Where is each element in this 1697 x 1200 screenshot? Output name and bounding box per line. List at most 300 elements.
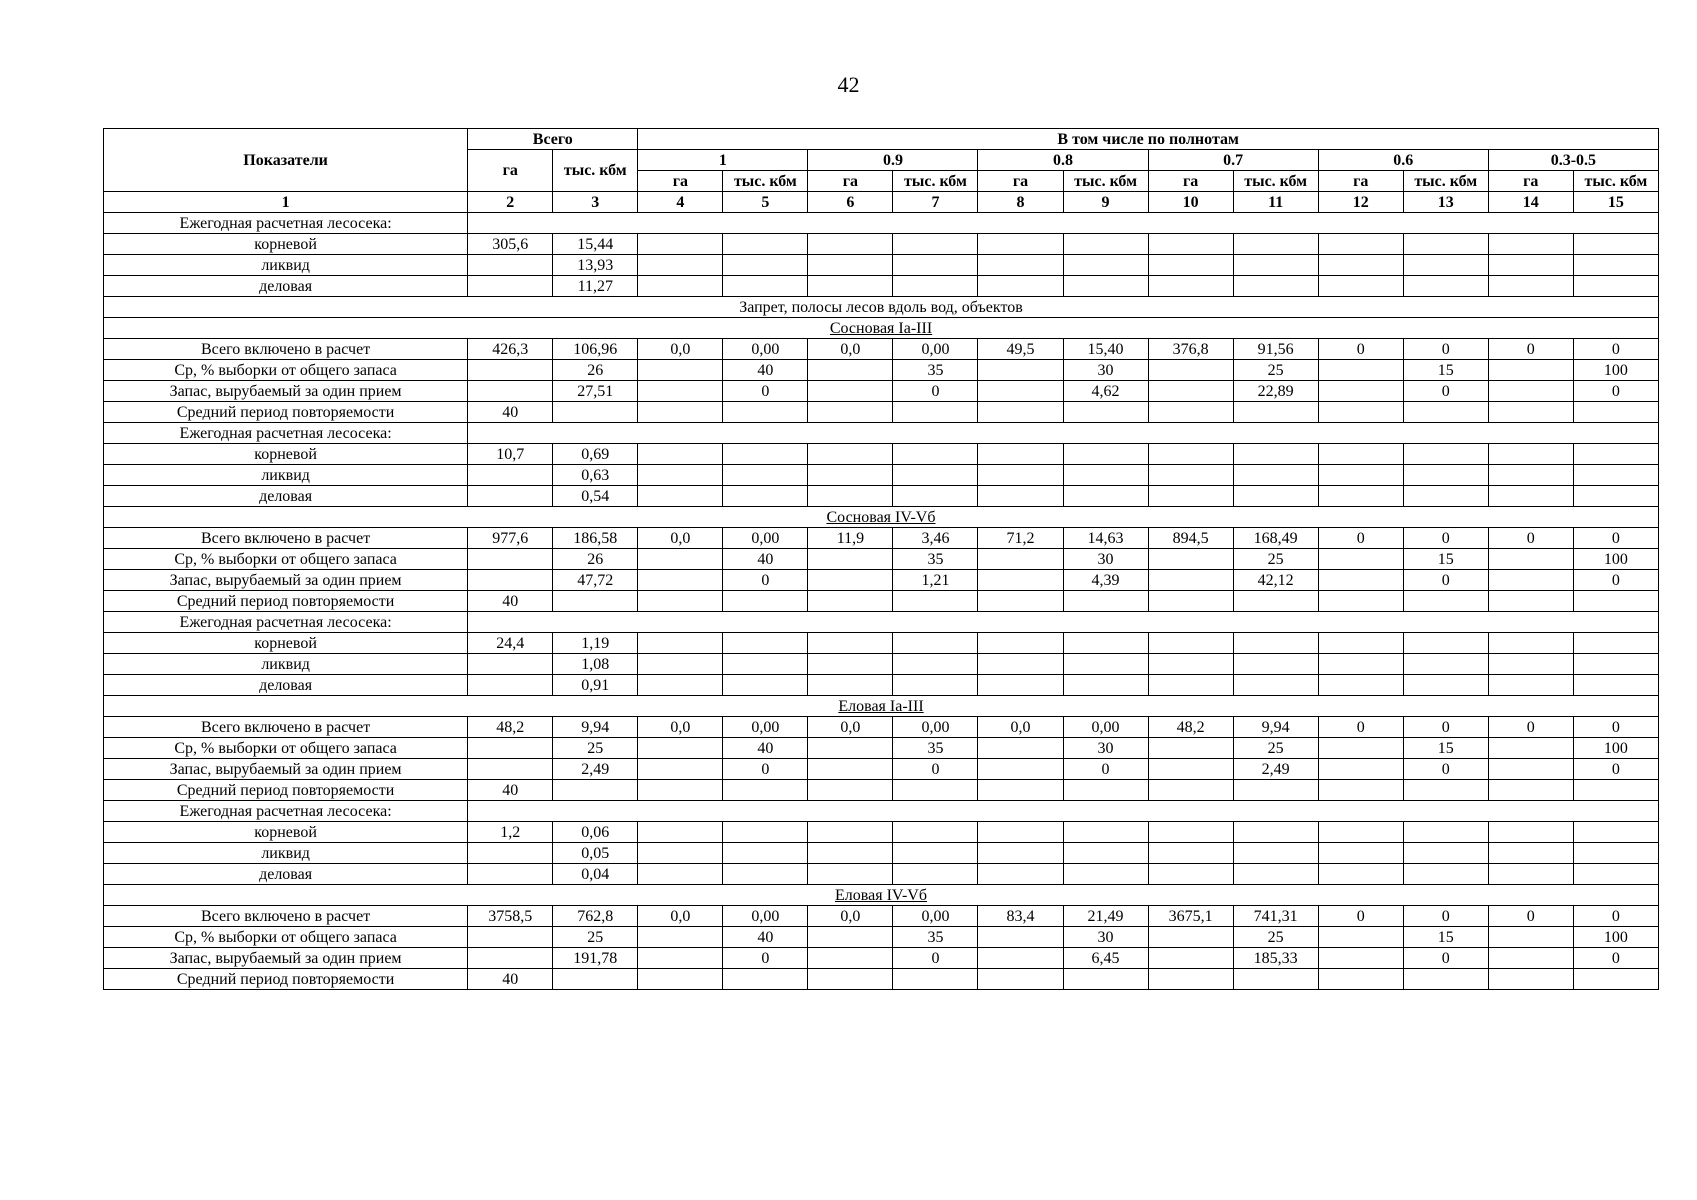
- header-unit-cell: тыс. кбм: [1403, 171, 1488, 192]
- table-cell: 10,7: [468, 444, 553, 465]
- header-density-0-7: 0.7: [1148, 150, 1318, 171]
- table-cell: [468, 255, 553, 276]
- table-cell: 0,63: [553, 465, 638, 486]
- table-cell: 40: [468, 780, 553, 801]
- section-title: Еловая Iа-III: [104, 696, 1659, 717]
- table-cell: [808, 276, 893, 297]
- table-cell: [1488, 465, 1573, 486]
- table-cell: 25: [1233, 738, 1318, 759]
- table-cell: 14,63: [1063, 528, 1148, 549]
- table-row: [104, 444, 1659, 465]
- table-cell: 91,56: [1233, 339, 1318, 360]
- table-cell: [1233, 969, 1318, 990]
- table-cell: [468, 927, 553, 948]
- table-cell: [1318, 402, 1403, 423]
- table-cell: [1318, 822, 1403, 843]
- table-cell: 0: [1403, 759, 1488, 780]
- table-cell: 24,4: [468, 633, 553, 654]
- table-cell: 15: [1403, 738, 1488, 759]
- table-cell: [638, 633, 723, 654]
- row-label: Ср, % выборки от общего запаса: [104, 549, 468, 570]
- table-row: [104, 234, 1659, 255]
- header-unit-cell: га: [978, 171, 1063, 192]
- table-cell: [1573, 654, 1658, 675]
- table-cell: [1573, 675, 1658, 696]
- table-cell: 3758,5: [468, 906, 553, 927]
- table-cell: 0: [1403, 528, 1488, 549]
- table-cell: [978, 486, 1063, 507]
- table-cell: [1488, 591, 1573, 612]
- table-cell: [723, 486, 808, 507]
- table-cell: [893, 654, 978, 675]
- table-cell: 0,00: [723, 906, 808, 927]
- table-cell: 0: [1573, 570, 1658, 591]
- table-cell: 305,6: [468, 234, 553, 255]
- table-cell: [468, 570, 553, 591]
- table-cell: [1318, 486, 1403, 507]
- table-cell: 0,00: [723, 717, 808, 738]
- table-cell: 47,72: [553, 570, 638, 591]
- table-row: [104, 402, 1659, 423]
- table-cell: [1488, 654, 1573, 675]
- table-cell: [808, 360, 893, 381]
- table-cell: [638, 822, 723, 843]
- table-cell: 0: [723, 759, 808, 780]
- column-number: 8: [978, 192, 1063, 213]
- table-cell: 40: [468, 402, 553, 423]
- table-cell: [978, 843, 1063, 864]
- table-cell: [468, 948, 553, 969]
- table-cell: 0,0: [978, 717, 1063, 738]
- table-cell: [1318, 549, 1403, 570]
- table-cell: [1488, 927, 1573, 948]
- table-cell: 0,00: [893, 717, 978, 738]
- table-cell: [808, 381, 893, 402]
- table-cell: [1573, 591, 1658, 612]
- table-cell: 25: [1233, 549, 1318, 570]
- table-cell: 0: [1573, 339, 1658, 360]
- row-label: Запас, вырубаемый за один прием: [104, 570, 468, 591]
- row-label: Ежегодная расчетная лесосека:: [104, 213, 468, 234]
- table-cell: [638, 255, 723, 276]
- table-cell: 13,93: [553, 255, 638, 276]
- table-cell: [978, 822, 1063, 843]
- table-cell: [723, 780, 808, 801]
- table-cell: [893, 864, 978, 885]
- table-cell: [1063, 465, 1148, 486]
- column-number: 13: [1403, 192, 1488, 213]
- table-cell: 1,08: [553, 654, 638, 675]
- table-row: [104, 969, 1659, 990]
- table-cell: 0: [1573, 717, 1658, 738]
- table-cell: 30: [1063, 738, 1148, 759]
- table-cell: [1063, 969, 1148, 990]
- table-cell: 0: [1573, 528, 1658, 549]
- table-cell: [1148, 381, 1233, 402]
- table-cell: [638, 444, 723, 465]
- table-cell: [808, 255, 893, 276]
- logging-table: [103, 128, 1659, 990]
- table-cell: [1318, 759, 1403, 780]
- table-cell: 48,2: [1148, 717, 1233, 738]
- table-cell: [1063, 402, 1148, 423]
- empty-span-cell: [468, 801, 1659, 822]
- table-cell: [1573, 969, 1658, 990]
- table-cell: [1063, 780, 1148, 801]
- table-cell: [808, 465, 893, 486]
- table-row: [104, 255, 1659, 276]
- table-cell: 0: [893, 759, 978, 780]
- table-cell: [1233, 675, 1318, 696]
- table-cell: 21,49: [1063, 906, 1148, 927]
- table-cell: [808, 822, 893, 843]
- table-cell: [808, 234, 893, 255]
- table-cell: [468, 738, 553, 759]
- table-cell: [808, 654, 893, 675]
- table-cell: [978, 969, 1063, 990]
- row-label: корневой: [104, 633, 468, 654]
- table-cell: [808, 948, 893, 969]
- header-column-numbers-row: [104, 192, 1659, 213]
- table-cell: [808, 843, 893, 864]
- table-cell: 0: [1318, 906, 1403, 927]
- page-number: 42: [837, 72, 860, 97]
- table-cell: [808, 969, 893, 990]
- table-cell: [1318, 444, 1403, 465]
- table-row: [104, 213, 1659, 234]
- table-cell: 25: [1233, 927, 1318, 948]
- table-cell: 0,00: [893, 906, 978, 927]
- table-cell: [893, 633, 978, 654]
- table-cell: [723, 465, 808, 486]
- column-number: 10: [1148, 192, 1233, 213]
- table-cell: [1233, 591, 1318, 612]
- table-cell: [808, 486, 893, 507]
- table-cell: 0: [723, 381, 808, 402]
- table-cell: [1148, 570, 1233, 591]
- empty-span-cell: [468, 213, 1659, 234]
- row-label: Средний период повторяемости: [104, 969, 468, 990]
- table-cell: [553, 780, 638, 801]
- table-cell: 3675,1: [1148, 906, 1233, 927]
- header-by-density: В том числе по полнотам: [638, 129, 1659, 150]
- table-cell: [468, 654, 553, 675]
- table-row: [104, 948, 1659, 969]
- table-cell: 186,58: [553, 528, 638, 549]
- table-cell: 0: [1403, 339, 1488, 360]
- table-cell: [1148, 276, 1233, 297]
- table-cell: [1488, 444, 1573, 465]
- table-cell: 762,8: [553, 906, 638, 927]
- group-title: Запрет, полосы лесов вдоль вод, объектов: [104, 297, 1659, 318]
- table-cell: [1573, 276, 1658, 297]
- table-cell: 0,06: [553, 822, 638, 843]
- column-number: 6: [808, 192, 893, 213]
- table-cell: [468, 759, 553, 780]
- row-label: Ср, % выборки от общего запаса: [104, 927, 468, 948]
- row-label: корневой: [104, 234, 468, 255]
- row-label: корневой: [104, 822, 468, 843]
- table-cell: 15,44: [553, 234, 638, 255]
- table-cell: [1403, 843, 1488, 864]
- table-cell: 40: [468, 969, 553, 990]
- table-cell: [1233, 465, 1318, 486]
- table-row: [104, 465, 1659, 486]
- table-cell: [1488, 675, 1573, 696]
- table-cell: [1403, 444, 1488, 465]
- column-number: 3: [553, 192, 638, 213]
- table-cell: [978, 864, 1063, 885]
- table-cell: [638, 738, 723, 759]
- table-cell: [808, 927, 893, 948]
- table-cell: 0,0: [808, 339, 893, 360]
- table-cell: [1318, 591, 1403, 612]
- table-row: [104, 360, 1659, 381]
- table-cell: 40: [723, 927, 808, 948]
- table-cell: [723, 402, 808, 423]
- table-cell: [468, 675, 553, 696]
- table-cell: [1573, 444, 1658, 465]
- table-cell: [978, 360, 1063, 381]
- header-total: Всего: [468, 129, 638, 150]
- table-cell: 30: [1063, 927, 1148, 948]
- table-cell: [723, 633, 808, 654]
- table-row: [104, 717, 1659, 738]
- table-cell: [1488, 780, 1573, 801]
- table-cell: [638, 948, 723, 969]
- table-cell: [638, 675, 723, 696]
- table-row: [104, 864, 1659, 885]
- header-unit-cell: га: [808, 171, 893, 192]
- row-label: ликвид: [104, 843, 468, 864]
- table-cell: [1488, 255, 1573, 276]
- table-cell: [723, 276, 808, 297]
- table-cell: 426,3: [468, 339, 553, 360]
- table-cell: 0,00: [1063, 717, 1148, 738]
- table-cell: [638, 591, 723, 612]
- table-cell: [723, 234, 808, 255]
- table-cell: 15,40: [1063, 339, 1148, 360]
- table-cell: 9,94: [1233, 717, 1318, 738]
- table-cell: 100: [1573, 549, 1658, 570]
- table-cell: [723, 591, 808, 612]
- table-cell: [1488, 822, 1573, 843]
- table-cell: 0,0: [638, 906, 723, 927]
- header-total-vol: тыс. кбм: [553, 150, 638, 192]
- table-cell: [978, 570, 1063, 591]
- table-cell: 0: [1403, 381, 1488, 402]
- table-cell: [723, 255, 808, 276]
- section-title: Еловая IV-Vб: [104, 885, 1659, 906]
- table-cell: [1403, 255, 1488, 276]
- table-row: [104, 507, 1659, 528]
- row-label: Ежегодная расчетная лесосека:: [104, 423, 468, 444]
- table-cell: [723, 822, 808, 843]
- empty-span-cell: [468, 612, 1659, 633]
- table-cell: [1318, 234, 1403, 255]
- table-cell: 0: [1318, 339, 1403, 360]
- table-cell: 0: [1318, 528, 1403, 549]
- table-cell: [723, 864, 808, 885]
- table-cell: 2,49: [553, 759, 638, 780]
- row-label: Запас, вырубаемый за один прием: [104, 759, 468, 780]
- column-number: 11: [1233, 192, 1318, 213]
- table-cell: [1488, 276, 1573, 297]
- row-label: деловая: [104, 675, 468, 696]
- table-row: [104, 381, 1659, 402]
- table-row: [104, 927, 1659, 948]
- table-cell: [893, 234, 978, 255]
- table-cell: 0,69: [553, 444, 638, 465]
- table-cell: [1148, 843, 1233, 864]
- table-cell: [1403, 822, 1488, 843]
- table-cell: [978, 402, 1063, 423]
- table-row: [104, 801, 1659, 822]
- table-cell: 376,8: [1148, 339, 1233, 360]
- table-cell: [893, 255, 978, 276]
- table-cell: 35: [893, 738, 978, 759]
- table-cell: [893, 465, 978, 486]
- table-cell: [468, 843, 553, 864]
- table-cell: 0: [1403, 717, 1488, 738]
- table-cell: 15: [1403, 927, 1488, 948]
- table-cell: 185,33: [1233, 948, 1318, 969]
- table-cell: [638, 276, 723, 297]
- table-cell: 48,2: [468, 717, 553, 738]
- header-indicators: Показатели: [104, 129, 468, 192]
- table-cell: [638, 234, 723, 255]
- table-cell: [1148, 360, 1233, 381]
- table-row: [104, 906, 1659, 927]
- table-row: [104, 486, 1659, 507]
- table-cell: 0,91: [553, 675, 638, 696]
- table-cell: 0: [1488, 528, 1573, 549]
- table-row: [104, 696, 1659, 717]
- table-cell: [468, 486, 553, 507]
- table-cell: [1573, 255, 1658, 276]
- row-label: Ежегодная расчетная лесосека:: [104, 801, 468, 822]
- table-cell: [638, 465, 723, 486]
- table-cell: 0: [1063, 759, 1148, 780]
- table-cell: [1403, 864, 1488, 885]
- header-unit-cell: тыс. кбм: [1573, 171, 1658, 192]
- table-cell: [1318, 381, 1403, 402]
- table-cell: 0,0: [638, 339, 723, 360]
- table-cell: 49,5: [978, 339, 1063, 360]
- table-cell: [638, 759, 723, 780]
- table-cell: [1403, 465, 1488, 486]
- table-cell: [978, 234, 1063, 255]
- row-label: Средний период повторяемости: [104, 780, 468, 801]
- table-cell: [1063, 444, 1148, 465]
- row-label: Ср, % выборки от общего запаса: [104, 738, 468, 759]
- table-cell: [638, 654, 723, 675]
- table-row: [104, 843, 1659, 864]
- table-cell: [1233, 255, 1318, 276]
- table-cell: [1318, 948, 1403, 969]
- table-row: [104, 738, 1659, 759]
- table-cell: 100: [1573, 360, 1658, 381]
- table-cell: [638, 549, 723, 570]
- table-cell: [893, 675, 978, 696]
- row-label: корневой: [104, 444, 468, 465]
- table-cell: [1233, 234, 1318, 255]
- table-cell: [808, 675, 893, 696]
- table-cell: [1488, 402, 1573, 423]
- table-cell: 0: [723, 948, 808, 969]
- table-cell: 0: [893, 381, 978, 402]
- header-density-1: 1: [638, 150, 808, 171]
- table-cell: [1148, 759, 1233, 780]
- table-cell: [1318, 927, 1403, 948]
- row-label: Средний период повторяемости: [104, 591, 468, 612]
- table-cell: [638, 381, 723, 402]
- table-cell: [1488, 549, 1573, 570]
- column-number: 15: [1573, 192, 1658, 213]
- table-cell: [1063, 633, 1148, 654]
- table-cell: [1488, 570, 1573, 591]
- table-cell: [1488, 360, 1573, 381]
- table-cell: [638, 486, 723, 507]
- header-unit-cell: тыс. кбм: [1063, 171, 1148, 192]
- row-label: ликвид: [104, 654, 468, 675]
- table-cell: [1148, 738, 1233, 759]
- table-cell: 0: [723, 570, 808, 591]
- table-cell: [723, 654, 808, 675]
- header-unit-cell: га: [1318, 171, 1403, 192]
- table-row: [104, 276, 1659, 297]
- table-cell: 0,0: [808, 906, 893, 927]
- header-unit-cell: га: [638, 171, 723, 192]
- column-number: 2: [468, 192, 553, 213]
- section-title: Сосновая Iа-III: [104, 318, 1659, 339]
- row-label: Всего включено в расчет: [104, 339, 468, 360]
- table-cell: [1573, 486, 1658, 507]
- table-cell: [978, 948, 1063, 969]
- table-cell: 71,2: [978, 528, 1063, 549]
- table-cell: [1488, 759, 1573, 780]
- table-cell: [468, 549, 553, 570]
- table-cell: 15: [1403, 549, 1488, 570]
- table-cell: [1488, 843, 1573, 864]
- table-cell: [893, 822, 978, 843]
- empty-span-cell: [468, 423, 1659, 444]
- table-row: [104, 675, 1659, 696]
- table-cell: [893, 591, 978, 612]
- table-cell: [1573, 780, 1658, 801]
- table-cell: [978, 381, 1063, 402]
- header-row-1: [104, 129, 1659, 150]
- table-cell: 11,9: [808, 528, 893, 549]
- table-cell: 40: [468, 591, 553, 612]
- header-unit-cell: тыс. кбм: [893, 171, 978, 192]
- table-cell: [1148, 864, 1233, 885]
- row-label: ликвид: [104, 255, 468, 276]
- table-cell: 9,94: [553, 717, 638, 738]
- table-cell: 35: [893, 360, 978, 381]
- table-cell: 26: [553, 549, 638, 570]
- table-cell: 0: [1403, 906, 1488, 927]
- table-cell: 40: [723, 549, 808, 570]
- row-label: ликвид: [104, 465, 468, 486]
- table-cell: [1063, 486, 1148, 507]
- table-cell: 35: [893, 549, 978, 570]
- table-cell: [1488, 381, 1573, 402]
- table-cell: 25: [553, 738, 638, 759]
- table-cell: [1573, 465, 1658, 486]
- table-cell: [638, 360, 723, 381]
- table-cell: [1063, 255, 1148, 276]
